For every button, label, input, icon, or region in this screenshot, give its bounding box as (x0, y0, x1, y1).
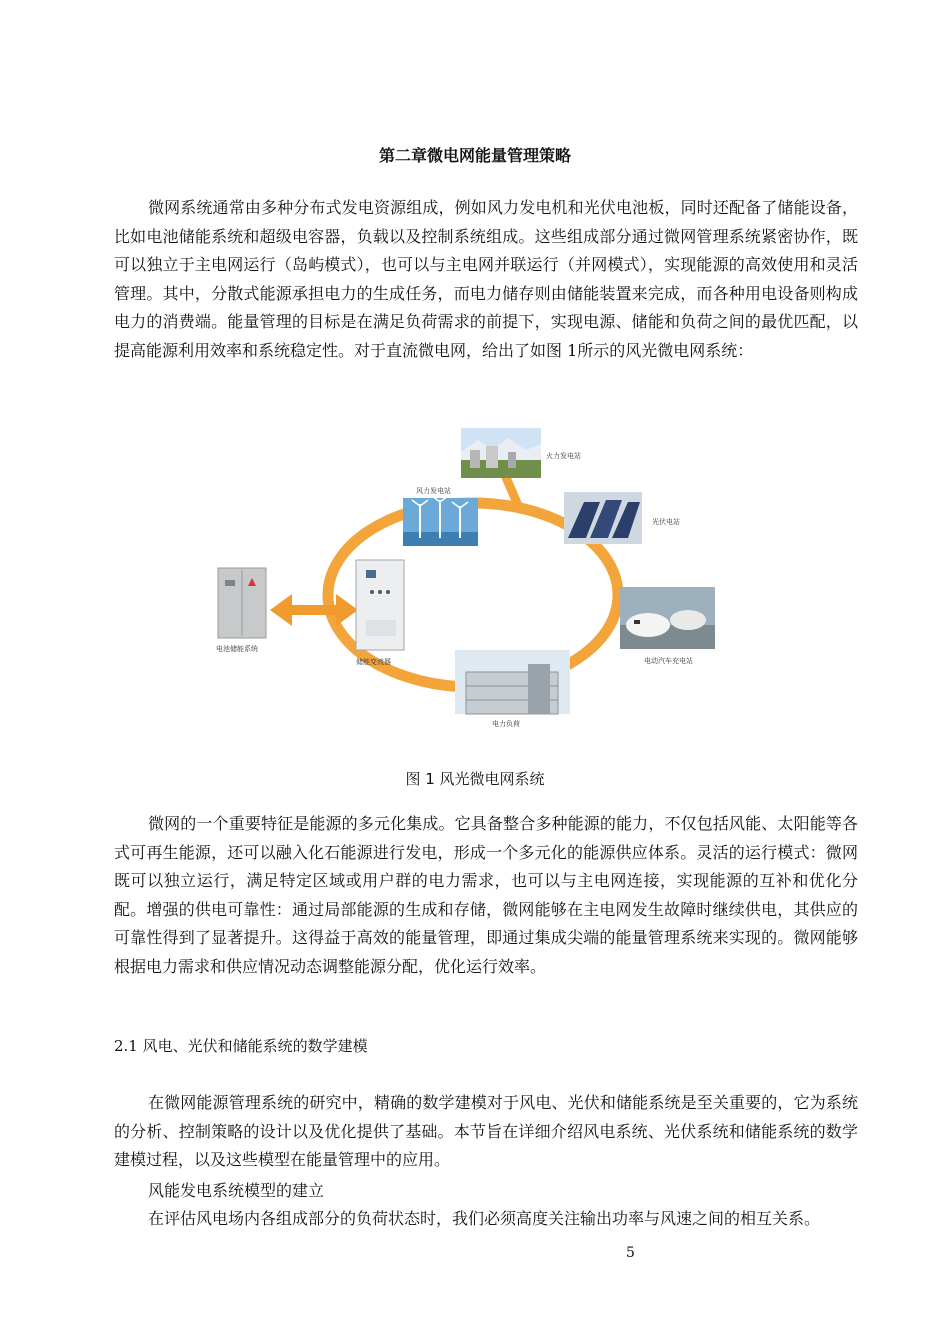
label-load: 电力负荷 (492, 720, 520, 728)
chapter-title: 第二章微电网能量管理策略 (378, 146, 571, 165)
label-converter: 储能变流器 (356, 658, 391, 666)
label-battery: 电池储能系统 (216, 645, 258, 653)
microgrid-figure (208, 420, 732, 738)
section-heading: 2.1 风电、光伏和储能系统的数学建模 (114, 1037, 368, 1055)
page-number: 5 (626, 1245, 635, 1261)
label-thermal: 火力发电站 (546, 452, 581, 460)
last-paragraph-line: 在评估风电场内各组成部分的负荷状态时，我们必须高度关注输出功率与风速之间的相互关系。 (148, 1209, 821, 1228)
wind-farm-image (403, 496, 478, 546)
figure-caption: 图 1 风光微电网系统 (405, 770, 545, 788)
paragraph-1: 微网系统通常由多种分布式发电资源组成，例如风力发电机和光伏电池板，同时还配备了储能设备，比如电池储能系统和超级电容器，负载以及控制系统组成。这些组成部分通过微网管理系统紧密协作，既可以独立于主电网运行（岛屿模式），也可以与主电网并联运行（并网模式），实现能源的高效使用和灵活管理。其中，分散式能源承担电力的生成任务，而电力储存则由储能装置来完成，而各种用电设备则构成电力的消费端。能量管理的目标是在满足负荷需求的前提下，实现电源、储能和负荷之间的最优匹配，以提高能源利用效率和系统稳定性。对于直流微电网，给出了如图 1所示的风光微电网系统： (114, 198, 858, 360)
battery-cabinet-image (218, 568, 266, 638)
double-arrow (270, 594, 358, 626)
load-building-image (455, 650, 570, 714)
label-wind: 风力发电站 (416, 487, 451, 495)
thermal-plant-image (461, 428, 541, 478)
ev-station-image (620, 587, 715, 649)
label-ev: 电动汽车充电站 (644, 657, 693, 665)
paragraph-2: 微网的一个重要特征是能源的多元化集成。它具备整合多种能源的能力，不仅包括风能、太阳能等各式可再生能源，还可以融入化石能源进行发电，形成一个多元化的能源供应体系。灵活的运行模式：微网既可以独立运行，满足特定区域或用户群的电力需求，也可以与主电网连接，实现能源的互补和优化分配。增强的供电可靠性：通过局部能源的生成和存储，微网能够在主电网发生故障时继续供电，其供应的可靠性得到了显著提升。这得益于高效的能量管理，即通过集成尖端的能量管理系统来实现的。微网能够根据电力需求和供应情况动态调整能源分配，优化运行效率。 (114, 814, 858, 976)
paragraph-3: 在微网能源管理系统的研究中，精确的数学建模对于风电、光伏和储能系统是至关重要的，它为系统的分析、控制策略的设计以及优化提供了基础。本节旨在详细介绍风电系统、光伏系统和储能系统的数学建模过程，以及这些模型在能量管理中的应用。 (114, 1093, 858, 1170)
converter-cabinet-image (356, 560, 404, 650)
pv-plant-image (564, 492, 642, 544)
subheading: 风能发电系统模型的建立 (148, 1181, 325, 1200)
label-pv: 光伏电站 (652, 518, 680, 526)
